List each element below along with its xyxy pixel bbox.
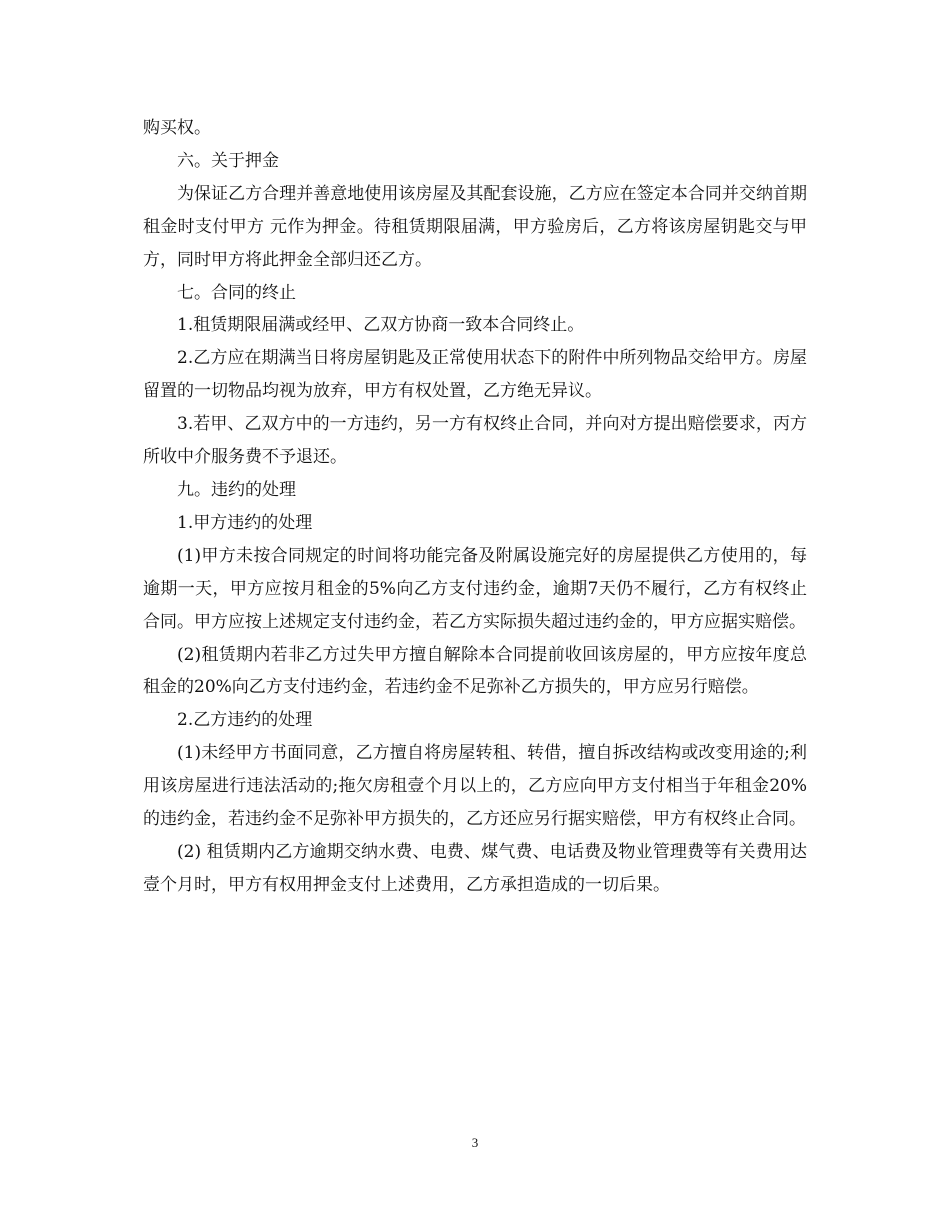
paragraph-deposit: 为保证乙方合理并善意地使用该房屋及其配套设施，乙方应在签定本合同并交纳首期租金时支付甲方 元作为押金。待租赁期限届满，甲方验房后，乙方将该房屋钥匙交与甲方，同时甲方将此押金全部归还乙方。 — [143, 183, 807, 270]
paragraph-party-a-breach-1: (1)甲方未按合同规定的时间将功能完备及附属设施完好的房屋提供乙方使用的，每逾期一天，甲方应按月租金的5%向乙方支付违约金，逾期7天仍不履行，乙方有权终止合同。甲方应按上述规定支付违约金，若乙方实际损失超过违约金的，甲方应据实赔偿。 — [143, 545, 807, 632]
section-heading-breach: 九。违约的处理 — [177, 479, 296, 500]
paragraph-party-b-breach-1: (1)未经甲方书面同意，乙方擅自将房屋转租、转借，擅自拆改结构或改变用途的;利用该房屋进行违法活动的;拖欠房租壹个月以上的，乙方应向甲方支付相当于年租金20%的违约金，若违约金不足弥补甲方损失的，乙方还应另行据实赔偿，甲方有权终止合同。 — [143, 743, 807, 830]
document-body — [143, 112, 807, 902]
subheading-party-b-breach: 2.乙方违约的处理 — [177, 710, 313, 731]
section-heading-deposit: 六。关于押金 — [177, 150, 279, 171]
paragraph-termination-3: 3.若甲、乙双方中的一方违约，另一方有权终止合同，并向对方提出赔偿要求，丙方所收中介服务费不予退还。 — [143, 414, 807, 468]
paragraph-purchase-right-end: 购买权。 — [143, 118, 211, 138]
paragraph-termination-1: 1.租赁期限届满或经甲、乙双方协商一致本合同终止。 — [177, 315, 585, 336]
paragraph-party-a-breach-2: (2)租赁期内若非乙方过失甲方擅自解除本合同提前收回该房屋的，甲方应按年度总租金的20%向乙方支付违约金，若违约金不足弥补乙方损失的，甲方应另行赔偿。 — [143, 644, 807, 698]
page-number: 3 — [471, 1135, 479, 1150]
subheading-party-a-breach: 1.甲方违约的处理 — [177, 512, 313, 533]
section-heading-termination: 七。合同的终止 — [177, 282, 296, 303]
paragraph-termination-2: 2.乙方应在期满当日将房屋钥匙及正常使用状态下的附件中所列物品交给甲方。房屋留置的一切物品均视为放弃，甲方有权处置，乙方绝无异议。 — [143, 348, 807, 402]
paragraph-party-b-breach-2: (2) 租赁期内乙方逾期交纳水费、电费、煤气费、电话费及物业管理费等有关费用达壹个月时，甲方有权用押金支付上述费用，乙方承担造成的一切后果。 — [143, 841, 807, 895]
